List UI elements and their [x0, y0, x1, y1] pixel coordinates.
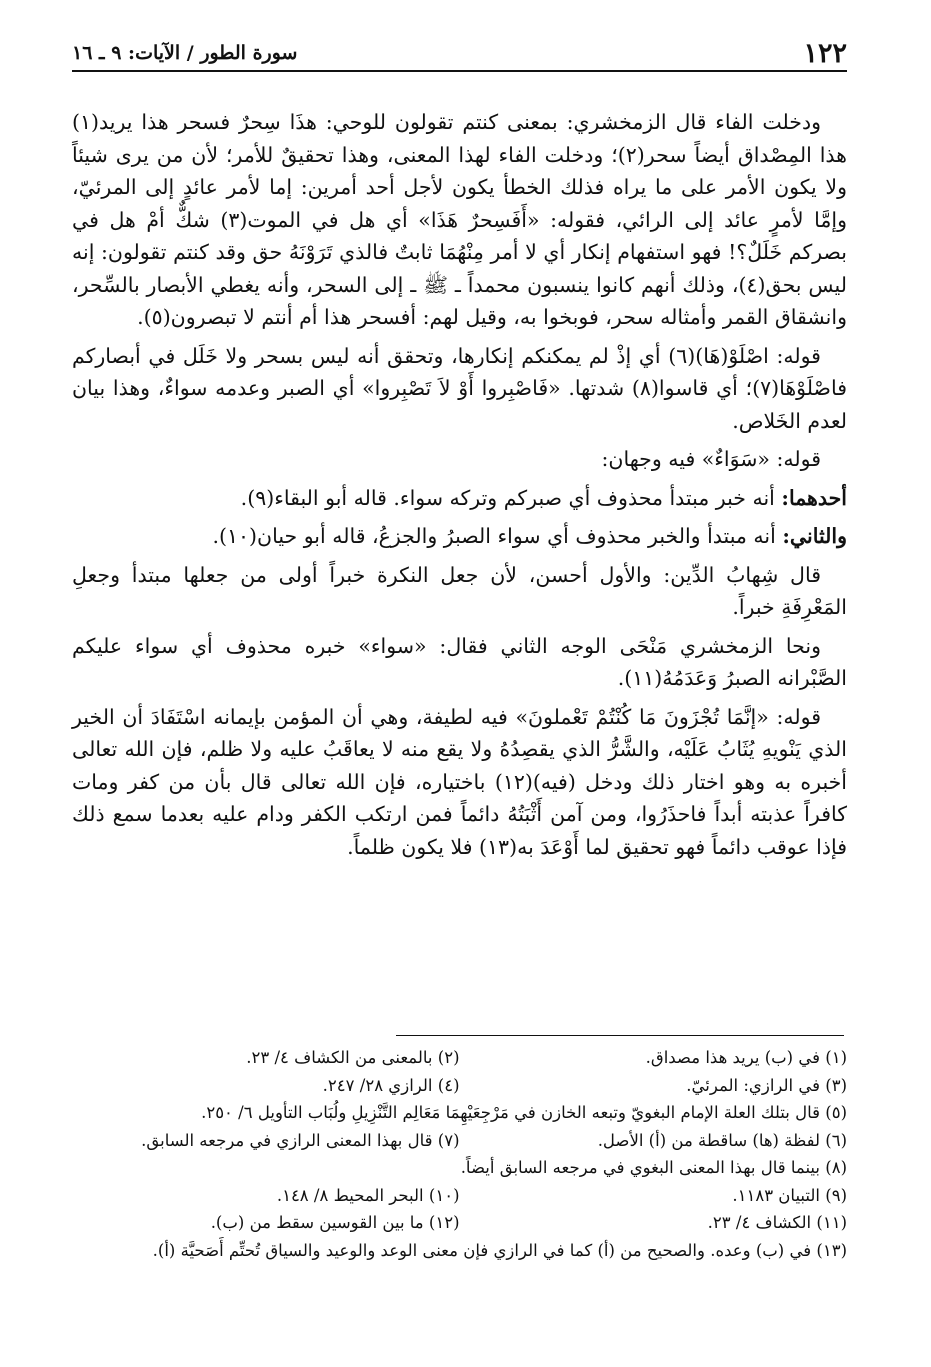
footnote-4: (٤) الرازي ٢٨/ ٢٤٧. [322, 1075, 460, 1095]
footnote-row [72, 1182, 847, 1210]
paragraph-7: ونحا الزمخشري مَنْحَى الوجه الثاني فقال: «سواء» خبره محذوف أي سواء عليكم الصَّبْرانه الصبرُ وَعَدَمُهُ(١١). [72, 633, 847, 690]
second-aspect-text: أنه مبتدأ والخبر محذوف أي سواء الصبرُ والجزعُ، قاله أبو حيان(١٠). [212, 524, 776, 548]
first-aspect-text: أنه خبر مبتدأ محذوف أي صبركم وتركه سواء. قاله أبو البقاء(٩). [240, 485, 775, 510]
footnote-6: (٦) لفظة (ها) ساقطة من (أ) الأصل. [597, 1130, 847, 1150]
footnote-3: (٣) في الرازي: المرئيّ. [686, 1075, 847, 1095]
footnote-divider [396, 1035, 844, 1036]
footnote-2: (٢) بالمعنى من الكشاف ٤/ ٢٣. [246, 1048, 460, 1067]
footnote-12: (١٢) ما بين القوسين سقط من (ب). [210, 1213, 460, 1232]
footnote-8: (٨) بينما قال بهذا المعنى البغوي في مرجعه السابق أيضاً. [460, 1158, 847, 1177]
footnotes [72, 1044, 847, 1264]
main-text [72, 106, 847, 869]
paragraph-second-aspect [72, 520, 847, 553]
first-aspect-lead: أحدهما: [781, 485, 847, 510]
paragraph-1: ودخلت الفاء قال الزمخشري: بمعنى كنتم تقولون للوحي: هذَا سِحرٌ فسحر هذا يريد(١) هذا المِصْداق أيضاً سحر(٢)؛ ودخلت الفاء لهذا المعنى، وهذا تحقيقٌ للأمر؛ لأن من يرى شيئاً ولا يكون الأمر على ما يراه فذلك الخطأ يكون لأجل أحد أمرين: إما لأمر عائدٍ إلى المرئيّ، وإمَّا لأمرٍ عائد إلى الرائي، فقوله: «أَفَسِحرٌ هَذَا» أي هل في الموت(٣) شكٌّ أمْ هل في بصركم خَلَلٌ؟! فهو استفهام إنكار أي لا أمر مِنْهُمَا ثابتٌ فالذي تَرَوْنَهُ حق وقد كنتم تقولون: إنه ليس بحق(٤)، وذلك أنهم كانوا ينسبون محمداً ـ ﷺ ـ إلى السحر، وأنه يغطي الأبصار بالسِّحر، وانشقاق القمر وأمثاله سحر، فوبخوا به، وقيل لهم: أفسحر هذا أم أنتم لا تبصرون(٥). [72, 110, 847, 329]
footnote-1: (١) في (ب) يريد هذا مصداق. [645, 1048, 847, 1067]
footnote-5: (٥) قال بتلك العلة الإمام البغويّ وتبعه الخازن في مَرْجِعَيْهِمَا مَعَالِم التَّنْزِيلِ ولُبَاب التأويل ٦/ ٢٥٠. [201, 1103, 847, 1122]
page-header [72, 36, 847, 72]
page-number: ١٢٢ [803, 37, 847, 69]
paragraph-2: قوله: اصْلَوْ(هَا)(٦) أي إذْ لم يمكنكم إنكارها، وتحقق أنه ليس بسحر ولا خَلَل في أبصاركم فاصْلَوْهَا(٧)؛ أي قاسوا(٨) شدتها. «فَاصْبِروا أَوْ لاَ تَصْبِروا» أي الصبر وعدمه سواءٌ، وهذا بيان لعدم الخَلاص. [72, 343, 848, 433]
footnote-13: (١٣) في (ب) وعده. والصحيح من (أ) كما في الرازي فإن معنى الوعد والوعيد والسياق تُحتِّم أَصَحيَّة (أ). [152, 1240, 847, 1260]
footnote-row [72, 1127, 847, 1155]
second-aspect-lead: والثاني: [782, 524, 847, 548]
running-title: سورة الطور / الآيات: ٩ ـ ١٦ [72, 42, 298, 64]
paragraph-3: قوله: «سَوَاءٌ» فيه وجهان: [601, 447, 821, 471]
footnote-row [72, 1044, 847, 1072]
footnote-9: (٩) التبيان ١١٨٣. [732, 1185, 847, 1205]
footnote-7: (٧) قال بهذا المعنى الرازي في مرجعه السابق. [141, 1130, 460, 1150]
footnote-10: (١٠) البحر المحيط ٨/ ١٤٨. [276, 1185, 460, 1205]
footnote-row [72, 1209, 847, 1237]
paragraph-6: قال شِهابُ الدِّين: والأول أحسن، لأن جعل النكرة خبراً أولى من جعلها مبتدأ وجعلِ المَعْرِفَةِ خبراً. [72, 562, 847, 619]
footnote-11: (١١) الكشاف ٤/ ٢٣. [707, 1213, 847, 1232]
paragraph-first-aspect [72, 482, 847, 515]
paragraph-8: قوله: «إنَّمَا تُجْزَونَ مَا كُنْتُمْ تَعْملونَ» فيه لطيفة، وهي أن المؤمن بإيمانه اسْتَفَادَ أن الخير الذي يَنْويهِ يُثَابُ عَلَيْه، والشَّرُّ الذي يقصِدُهُ ولا يقع منه لا يعاقَبُ عليه ولا ظلم، فإن الله تعالى أخبره به وهو اختار ذلك ودخل (فيه)(١٢) باختياره، فإن الله تعالى قال بأن من كفر ومات كافراً عذبته أبداً فاحذَرُوا، ومن آمن أَثْبَتُهُ دائماً فمن ارتكب الكفر ودام عليه بعدما سمع ذلك فإذا عوقب دائماً فهو تحقيق لما أَوْعَدَ به(١٣) فلا يكون ظلماً. [72, 704, 847, 859]
footnote-row [72, 1072, 847, 1100]
